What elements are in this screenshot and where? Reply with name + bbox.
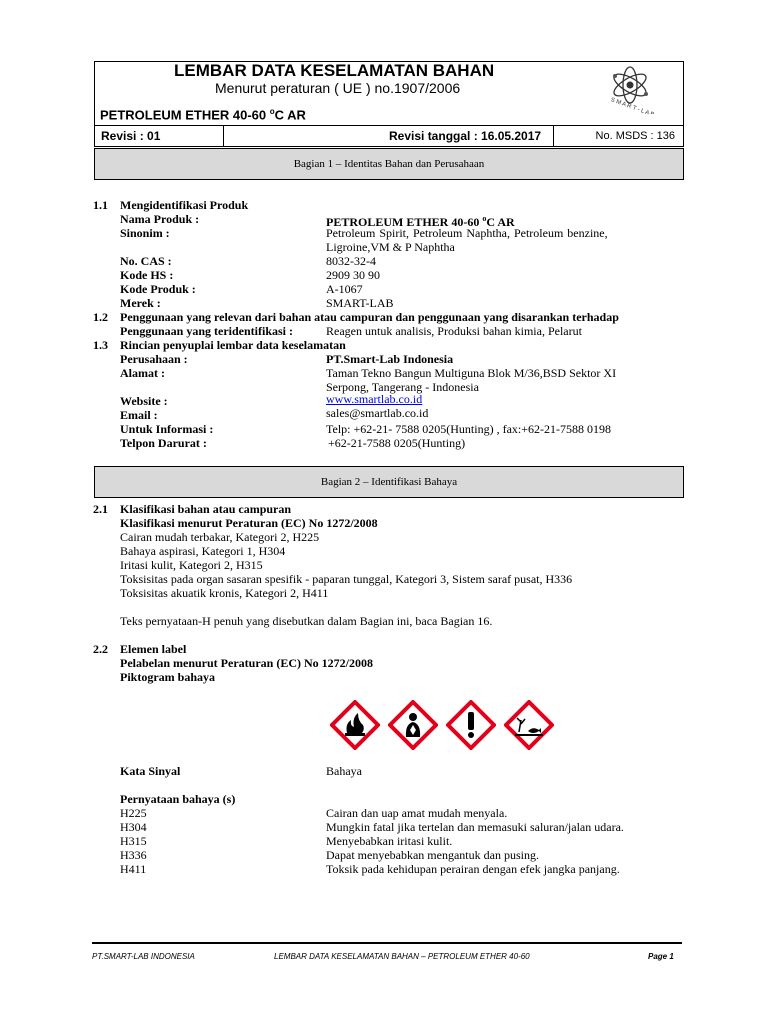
h-text: Cairan dan uap amat mudah menyala. xyxy=(326,806,508,820)
class-line: Bahaya aspirasi, Kategori 1, H304 xyxy=(120,544,286,558)
h-code: H336 xyxy=(120,848,147,862)
h-code: H304 xyxy=(120,820,147,834)
alamat-label: Alamat : xyxy=(120,366,165,380)
document-title: LEMBAR DATA KESELAMATAN BAHAN xyxy=(174,61,495,80)
document-subtitle: Menurut peraturan ( UE ) no.1907/2006 xyxy=(215,80,461,96)
s21-title: Klasifikasi bahan atau campuran xyxy=(120,502,292,516)
cas-label: No. CAS : xyxy=(120,254,172,268)
info-value: Telp: +62-21- 7588 0205(Hunting) , fax:+62-21-7588 0198 xyxy=(326,422,611,436)
product-heading: PETROLEUM ETHER 40-60 $^o$C AR xyxy=(100,107,306,123)
svg-text:S M A R T - L A B: S M A R T - L A B xyxy=(609,97,655,114)
footer-divider xyxy=(92,942,682,944)
h-statement-note: Teks pernyataan-H penuh yang disebutkan dalam Bagian ini, baca Bagian 16. xyxy=(120,614,493,628)
revisi-number: Revisi : 01 xyxy=(95,126,224,146)
alamat-line-1: Taman Tekno Bangun Multiguna Blok M/36,BSD Sektor XI xyxy=(326,366,617,380)
kata-sinyal-label: Kata Sinyal xyxy=(120,764,181,778)
piktogram-label: Piktogram bahaya xyxy=(120,670,216,684)
health-hazard-icon xyxy=(388,700,438,750)
sinonim-line-2: Ligroine,VM & P Naphtha xyxy=(326,240,455,254)
smart-lab-logo xyxy=(606,62,660,114)
email-value: sales@smartlab.co.id xyxy=(326,406,429,420)
s13-num: 1.3 xyxy=(93,338,108,352)
website-label: Website : xyxy=(120,394,168,408)
revision-row xyxy=(94,125,684,147)
h-code: H411 xyxy=(120,862,147,876)
section-2-bar: Bagian 2 – Identifikasi Bahaya xyxy=(94,466,684,498)
darurat-label: Telpon Darurat : xyxy=(120,436,207,450)
h-code: H225 xyxy=(120,806,147,820)
footer-page-number: Page 1 xyxy=(648,952,674,961)
kode-produk-value: A-1067 xyxy=(326,282,363,296)
s22-subtitle: Pelabelan menurut Peraturan (EC) No 1272/2008 xyxy=(120,656,373,670)
kata-sinyal-value: Bahaya xyxy=(326,764,362,778)
h-text: Mungkin fatal jika tertelan dan memasuki saluran/jalan udara. xyxy=(326,820,624,834)
perusahaan-label: Perusahaan : xyxy=(120,352,188,366)
sinonim-line-1: Petroleum Spirit, Petroleum Naphtha, Petroleum benzine, xyxy=(326,226,608,240)
hs-value: 2909 30 90 xyxy=(326,268,380,282)
h-code: H315 xyxy=(120,834,147,848)
darurat-value: +62-21-7588 0205(Hunting) xyxy=(328,436,466,450)
class-line: Iritasi kulit, Kategori 2, H315 xyxy=(120,558,263,572)
footer-company: PT.SMART-LAB INDONESIA xyxy=(92,952,195,961)
website-link[interactable]: www.smartlab.co.id xyxy=(326,392,423,406)
merek-value: SMART-LAB xyxy=(326,296,394,310)
alamat-line-2: Serpong, Tangerang - Indonesia xyxy=(326,380,479,394)
revisi-date: Revisi tanggal : 16.05.2017 xyxy=(224,126,554,146)
s12-title: Penggunaan yang relevan dari bahan atau campuran dan penggunaan yang disarankan terhadap xyxy=(120,310,619,324)
msds-number: No. MSDS : 136 xyxy=(595,130,675,142)
h-text: Dapat menyebabkan mengantuk dan pusing. xyxy=(326,848,539,862)
s21-num: 2.1 xyxy=(93,502,108,516)
perusahaan-value: PT.Smart-Lab Indonesia xyxy=(326,352,454,366)
sinonim-label: Sinonim : xyxy=(120,226,170,240)
s11-num: 1.1 xyxy=(93,198,108,212)
s13-title: Rincian penyuplai lembar data keselamatan xyxy=(120,338,346,352)
pernyataan-title: Pernyataan bahaya (s) xyxy=(120,792,236,806)
footer-doc-title: LEMBAR DATA KESELAMATAN BAHAN – PETROLEUM ETHER 40-60 xyxy=(274,952,530,961)
h-text: Menyebabkan iritasi kulit. xyxy=(326,834,453,848)
hs-label: Kode HS : xyxy=(120,268,174,282)
environment-icon xyxy=(504,700,554,750)
penggunaan-label: Penggunaan yang teridentifikasi : xyxy=(120,324,294,338)
exclamation-icon xyxy=(446,700,496,750)
s12-num: 1.2 xyxy=(93,310,108,324)
s11-title: Mengidentifikasi Produk xyxy=(120,198,249,212)
section-1-bar: Bagian 1 – Identitas Bahan dan Perusahaan xyxy=(94,148,684,180)
class-line: Cairan mudah terbakar, Kategori 2, H225 xyxy=(120,530,320,544)
class-line: Toksisitas pada organ sasaran spesifik - paparan tunggal, Kategori 3, Sistem saraf pusat, H336 xyxy=(120,572,573,586)
kode-produk-label: Kode Produk : xyxy=(120,282,196,296)
s22-num: 2.2 xyxy=(93,642,108,656)
flame-icon xyxy=(330,700,380,750)
cas-value: 8032-32-4 xyxy=(326,254,376,268)
class-line: Toksisitas akuatik kronis, Kategori 2, H411 xyxy=(120,586,329,600)
nama-produk-label: Nama Produk : xyxy=(120,212,200,226)
merek-label: Merek : xyxy=(120,296,161,310)
s21-subtitle: Klasifikasi menurut Peraturan (EC) No 1272/2008 xyxy=(120,516,378,530)
s22-title: Elemen label xyxy=(120,642,187,656)
info-label: Untuk Informasi : xyxy=(120,422,214,436)
nama-produk-value: PETROLEUM ETHER 40-60 $^o$C AR xyxy=(326,214,515,229)
h-text: Toksik pada kehidupan perairan dengan efek jangka panjang. xyxy=(326,862,620,876)
penggunaan-value: Reagen untuk analisis, Produksi bahan kimia, Pelarut xyxy=(326,324,582,338)
email-label: Email : xyxy=(120,408,158,422)
